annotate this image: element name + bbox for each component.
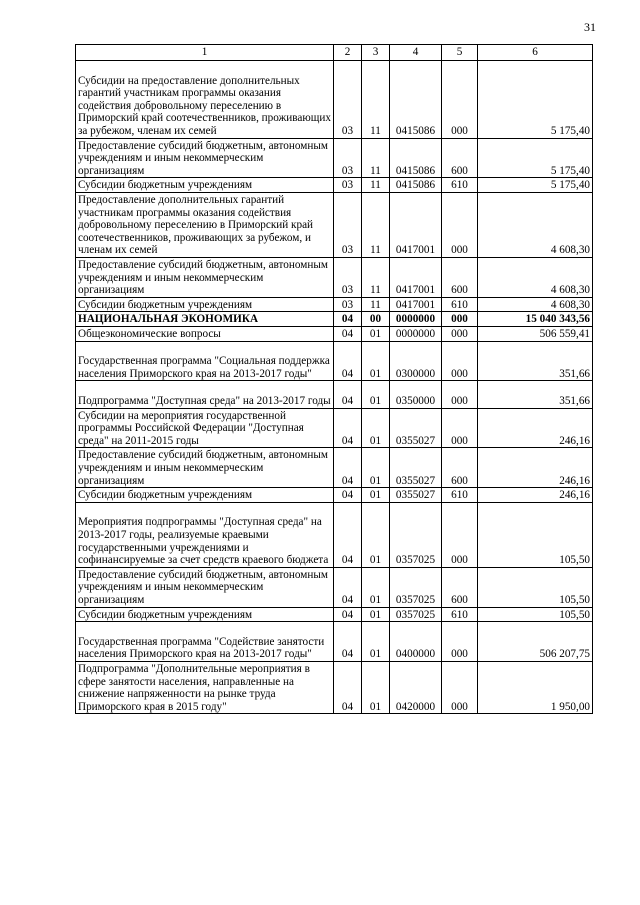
row-section-cell: 04 xyxy=(334,488,362,503)
row-name-cell: Субсидии бюджетным учреждениям xyxy=(76,178,334,193)
table-row xyxy=(76,622,593,662)
row-name-cell: Предоставление субсидий бюджетным, автономным учреждениям и иным некоммерческим организациям xyxy=(76,138,334,178)
row-name-cell: Предоставление субсидий бюджетным, автономным учреждениям и иным некоммерческим организациям xyxy=(76,257,334,297)
row-section-cell: 04 xyxy=(334,312,362,327)
row-name-cell: Субсидии на предоставление дополнительных гарантий участникам программы оказания содействия добровольному переселению в Приморский край соотечественников, проживающих за рубежом, членам их семей xyxy=(76,61,334,139)
row-section-cell: 03 xyxy=(334,192,362,257)
row-sum-cell: 15 040 343,56 xyxy=(478,312,593,327)
row-expense-type-cell: 600 xyxy=(442,448,478,488)
row-expense-type-cell: 610 xyxy=(442,488,478,503)
table-row xyxy=(76,488,593,503)
row-article-cell: 0357025 xyxy=(390,567,442,607)
row-article-cell: 0300000 xyxy=(390,341,442,381)
row-article-cell: 0355027 xyxy=(390,408,442,448)
row-subsection-cell: 11 xyxy=(362,297,390,312)
table-row xyxy=(76,502,593,567)
table-row xyxy=(76,567,593,607)
row-expense-type-cell: 000 xyxy=(442,326,478,341)
row-section-cell: 04 xyxy=(334,341,362,381)
row-section-cell: 04 xyxy=(334,607,362,622)
row-section-cell: 03 xyxy=(334,257,362,297)
row-sum-cell: 246,16 xyxy=(478,488,593,503)
row-subsection-cell: 11 xyxy=(362,257,390,297)
row-article-cell: 0417001 xyxy=(390,192,442,257)
row-sum-cell: 105,50 xyxy=(478,502,593,567)
row-name-cell: Государственная программа "Содействие занятости населения Приморского края на 2013-2017 годы" xyxy=(76,622,334,662)
row-article-cell: 0415086 xyxy=(390,61,442,139)
row-name-cell: Предоставление субсидий бюджетным, автономным учреждениям и иным некоммерческим организациям xyxy=(76,567,334,607)
row-expense-type-cell: 000 xyxy=(442,408,478,448)
row-sum-cell: 4 608,30 xyxy=(478,297,593,312)
row-expense-type-cell: 000 xyxy=(442,61,478,139)
row-sum-cell: 4 608,30 xyxy=(478,192,593,257)
row-subsection-cell: 01 xyxy=(362,567,390,607)
row-article-cell: 0415086 xyxy=(390,138,442,178)
row-expense-type-cell: 610 xyxy=(442,607,478,622)
row-article-cell: 0357025 xyxy=(390,502,442,567)
header-cell-sum: 6 xyxy=(478,45,593,61)
row-article-cell: 0400000 xyxy=(390,622,442,662)
table-row xyxy=(76,312,593,327)
row-expense-type-cell: 000 xyxy=(442,381,478,408)
budget-table xyxy=(75,44,593,714)
row-article-cell: 0000000 xyxy=(390,312,442,327)
table-row xyxy=(76,341,593,381)
row-name-cell: Государственная программа "Социальная поддержка населения Приморского края на 2013-2017 годы" xyxy=(76,341,334,381)
row-subsection-cell: 01 xyxy=(362,326,390,341)
row-section-cell: 03 xyxy=(334,61,362,139)
row-subsection-cell: 01 xyxy=(362,488,390,503)
row-expense-type-cell: 610 xyxy=(442,178,478,193)
row-name-cell: Мероприятия подпрограммы "Доступная среда" на 2013-2017 годы, реализуемые краевыми государственными учреждениями и софинансируемые за счет средств краевого бюджета xyxy=(76,502,334,567)
row-expense-type-cell: 600 xyxy=(442,138,478,178)
table-row xyxy=(76,607,593,622)
row-expense-type-cell: 610 xyxy=(442,297,478,312)
row-section-cell: 04 xyxy=(334,326,362,341)
header-cell-article: 4 xyxy=(390,45,442,61)
row-subsection-cell: 01 xyxy=(362,448,390,488)
row-section-cell: 04 xyxy=(334,622,362,662)
row-subsection-cell: 01 xyxy=(362,622,390,662)
table-row xyxy=(76,178,593,193)
row-article-cell: 0355027 xyxy=(390,448,442,488)
row-subsection-cell: 01 xyxy=(362,502,390,567)
row-subsection-cell: 01 xyxy=(362,607,390,622)
row-expense-type-cell: 000 xyxy=(442,661,478,713)
row-expense-type-cell: 000 xyxy=(442,312,478,327)
row-name-cell: Предоставление субсидий бюджетным, автономным учреждениям и иным некоммерческим организациям xyxy=(76,448,334,488)
table-row xyxy=(76,661,593,713)
row-sum-cell: 5 175,40 xyxy=(478,61,593,139)
row-section-cell: 04 xyxy=(334,448,362,488)
table-row xyxy=(76,192,593,257)
row-subsection-cell: 11 xyxy=(362,178,390,193)
page-number: 31 xyxy=(584,20,596,34)
row-article-cell: 0357025 xyxy=(390,607,442,622)
row-article-cell: 0415086 xyxy=(390,178,442,193)
header-cell-name: 1 xyxy=(76,45,334,61)
row-subsection-cell: 11 xyxy=(362,138,390,178)
row-subsection-cell: 01 xyxy=(362,408,390,448)
table-row xyxy=(76,257,593,297)
row-sum-cell: 351,66 xyxy=(478,341,593,381)
row-sum-cell: 506 559,41 xyxy=(478,326,593,341)
table-row xyxy=(76,408,593,448)
row-name-cell: Субсидии бюджетным учреждениям xyxy=(76,488,334,503)
row-sum-cell: 506 207,75 xyxy=(478,622,593,662)
row-section-cell: 03 xyxy=(334,178,362,193)
row-subsection-cell: 00 xyxy=(362,312,390,327)
header-row xyxy=(76,45,593,61)
row-sum-cell: 351,66 xyxy=(478,381,593,408)
row-expense-type-cell: 600 xyxy=(442,567,478,607)
row-sum-cell: 105,50 xyxy=(478,607,593,622)
row-article-cell: 0417001 xyxy=(390,257,442,297)
row-subsection-cell: 01 xyxy=(362,381,390,408)
row-name-cell: НАЦИОНАЛЬНАЯ ЭКОНОМИКА xyxy=(76,312,334,327)
row-subsection-cell: 11 xyxy=(362,192,390,257)
row-article-cell: 0355027 xyxy=(390,488,442,503)
table-row xyxy=(76,61,593,139)
row-section-cell: 04 xyxy=(334,567,362,607)
row-expense-type-cell: 000 xyxy=(442,622,478,662)
row-section-cell: 04 xyxy=(334,408,362,448)
row-expense-type-cell: 600 xyxy=(442,257,478,297)
table-row xyxy=(76,297,593,312)
table-row xyxy=(76,138,593,178)
table-row xyxy=(76,448,593,488)
row-article-cell: 0000000 xyxy=(390,326,442,341)
row-name-cell: Подпрограмма "Дополнительные мероприятия в сфере занятости населения, направленные на снижение напряженности на рынке труда Приморского края в 2015 году" xyxy=(76,661,334,713)
row-subsection-cell: 11 xyxy=(362,61,390,139)
row-section-cell: 04 xyxy=(334,381,362,408)
row-sum-cell: 246,16 xyxy=(478,408,593,448)
row-sum-cell: 1 950,00 xyxy=(478,661,593,713)
row-sum-cell: 5 175,40 xyxy=(478,138,593,178)
row-article-cell: 0350000 xyxy=(390,381,442,408)
row-name-cell: Субсидии бюджетным учреждениям xyxy=(76,297,334,312)
header-cell-expense-type: 5 xyxy=(442,45,478,61)
row-name-cell: Подпрограмма "Доступная среда" на 2013-2017 годы xyxy=(76,381,334,408)
row-name-cell: Предоставление дополнительных гарантий участникам программы оказания содействия добровольному переселению в Приморский край соотечественников, проживающих за рубежом, и членам их семей xyxy=(76,192,334,257)
table-row xyxy=(76,326,593,341)
header-cell-section: 2 xyxy=(334,45,362,61)
row-sum-cell: 246,16 xyxy=(478,448,593,488)
row-sum-cell: 5 175,40 xyxy=(478,178,593,193)
row-subsection-cell: 01 xyxy=(362,661,390,713)
row-name-cell: Субсидии бюджетным учреждениям xyxy=(76,607,334,622)
table-row xyxy=(76,381,593,408)
row-name-cell: Субсидии на мероприятия государственной программы Российской Федерации "Доступная среда" на 2011-2015 годы xyxy=(76,408,334,448)
row-expense-type-cell: 000 xyxy=(442,192,478,257)
row-sum-cell: 105,50 xyxy=(478,567,593,607)
header-cell-subsection: 3 xyxy=(362,45,390,61)
row-sum-cell: 4 608,30 xyxy=(478,257,593,297)
row-subsection-cell: 01 xyxy=(362,341,390,381)
row-section-cell: 03 xyxy=(334,297,362,312)
row-name-cell: Общеэкономические вопросы xyxy=(76,326,334,341)
row-article-cell: 0417001 xyxy=(390,297,442,312)
row-article-cell: 0420000 xyxy=(390,661,442,713)
row-section-cell: 04 xyxy=(334,661,362,713)
row-expense-type-cell: 000 xyxy=(442,341,478,381)
row-section-cell: 03 xyxy=(334,138,362,178)
row-section-cell: 04 xyxy=(334,502,362,567)
row-expense-type-cell: 000 xyxy=(442,502,478,567)
